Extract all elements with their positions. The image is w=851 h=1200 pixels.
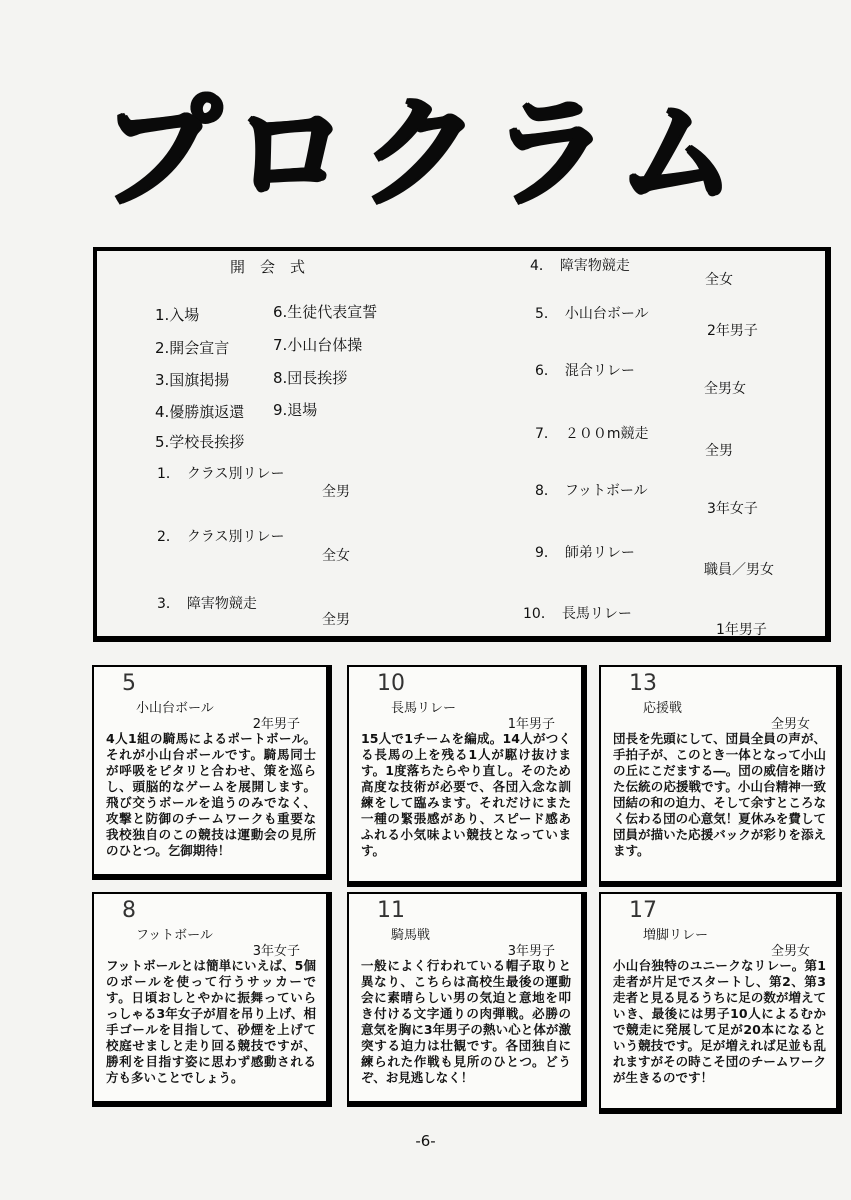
event-description: 一般によく行われている帽子取りと異なり、こちらは高校生最後の運動会に素晴らしい男の気迫と意地を叩き付ける文字通りの肉弾戦。必勝の意気を胸に3年男子の熱い心と体が激突する迫力は壮観です。各団独自に練られた作戦も見所のひとつ。どうぞ、お見逃しなく！ bbox=[361, 958, 571, 1085]
ceremony-item: 9.退場 bbox=[273, 401, 318, 419]
event-number: 11 bbox=[377, 898, 405, 923]
event-description: 団長を先頭にして、団員全員の声が、手拍子が、このとき一体となって小山の丘にこだまする―。団の威信を賭けた伝統の応援戦です。小山台精神一致団結の和の迫力、そして余すところなく伝わる団の心意気！夏休みを費して団員が描いた応援バックが彩りを添えます。 bbox=[613, 731, 826, 858]
ceremony-item: 5.学校長挨拶 bbox=[155, 433, 245, 451]
event-participants: 全女 bbox=[322, 548, 350, 564]
event-label: 10． 長馬リレー bbox=[523, 606, 632, 622]
event-label: 4． 障害物競走 bbox=[530, 258, 630, 274]
event-participants: 全男女 bbox=[770, 944, 810, 959]
event-name: 長馬リレー bbox=[391, 701, 457, 716]
event-label: 7． ２００m競走 bbox=[535, 426, 649, 442]
event-number: 13 bbox=[629, 671, 657, 696]
event-info-box bbox=[347, 892, 587, 1107]
event-participants: 3年女子 bbox=[707, 501, 758, 517]
event-name: 小山台ボール bbox=[136, 701, 214, 716]
ceremony-item: 3.国旗掲揚 bbox=[155, 371, 230, 389]
event-number: 8 bbox=[122, 898, 136, 923]
event-participants: 全男女 bbox=[704, 381, 746, 397]
event-number: 10 bbox=[377, 671, 405, 696]
event-label: 5． 小山台ボール bbox=[535, 306, 649, 322]
event-label: 8． フットボール bbox=[535, 483, 648, 499]
event-participants: 1年男子 bbox=[716, 622, 767, 638]
event-label: 3． 障害物競走 bbox=[157, 596, 257, 612]
event-name: 応援戦 bbox=[643, 701, 683, 716]
ceremony-item: 1.入場 bbox=[155, 306, 200, 324]
event-participants: 職員／男女 bbox=[704, 562, 774, 578]
event-label: 6． 混合リレー bbox=[535, 363, 635, 379]
event-participants: 全女 bbox=[705, 272, 733, 288]
event-participants: 全男 bbox=[322, 484, 350, 500]
event-description: 4人1組の騎馬によるポートボール。それが小山台ボールです。騎馬同士が呼吸をピタリと合わせ、策を巡らし、頭脳的なゲームを展開します。飛び交うボールを追うのみでなく、攻撃と防御のチームワークも重要な我校独自のこの競技は運動会の見所のひとつ。乞御期待！ bbox=[106, 731, 316, 858]
event-label: 9． 師弟リレー bbox=[535, 545, 635, 561]
event-name: 騎馬戦 bbox=[391, 928, 431, 943]
event-label: 1． クラス別リレー bbox=[157, 466, 285, 482]
event-participants: 3年男子 bbox=[507, 944, 555, 959]
event-description: 15人で1チームを編成。14人がつくる長馬の上を残る1人が駆け抜けます。1度落ちたらやり直し。そのため高度な技術が必要で、各団入念な訓練をして臨みます。それだけにまた一種の緊張感があり、スピード感あふれる小気味よい競技となっています。 bbox=[361, 731, 571, 858]
event-number: 5 bbox=[122, 671, 136, 696]
event-participants: 2年男子 bbox=[252, 717, 300, 732]
ceremony-item: 6.生徒代表宣誓 bbox=[273, 303, 378, 321]
ceremony-item: 2.開会宣言 bbox=[155, 339, 230, 357]
event-info-box bbox=[92, 665, 332, 880]
ceremony-item: 4.優勝旗返還 bbox=[155, 403, 245, 421]
ceremony-item: 8.団長挨拶 bbox=[273, 369, 348, 387]
event-label: 2． クラス別リレー bbox=[157, 529, 285, 545]
event-participants: 1年男子 bbox=[507, 717, 555, 732]
event-name: 増脚リレー bbox=[643, 928, 709, 943]
event-description: フットボールとは簡単にいえば、5個のボールを使って行うサッカーです。日頃おしとやかに振舞っていらっしゃる3年女子が眉を吊り上げ、相手ゴールを目指して、砂煙を上げて校庭せましと走り回る競技ですが、勝利を目指す姿に思わず感動される方も多いことでしょう。 bbox=[106, 958, 316, 1085]
event-participants: 全男 bbox=[322, 612, 350, 628]
page-title: プロクラム bbox=[96, 81, 755, 224]
event-participants: 全男女 bbox=[770, 717, 810, 732]
event-participants: 3年女子 bbox=[252, 944, 300, 959]
event-name: フットボール bbox=[136, 928, 213, 943]
event-participants: 2年男子 bbox=[707, 323, 758, 339]
event-info-box bbox=[92, 892, 332, 1107]
ceremony-item: 7.小山台体操 bbox=[273, 336, 363, 354]
event-participants: 全男 bbox=[705, 443, 733, 459]
ceremony-heading: 開 会 式 bbox=[230, 258, 306, 276]
event-description: 小山台独特のユニークなリレー。第1走者が片足でスタートし、第2、第3走者と見る見るうちに足の数が増えていき、最後には男子10人によるむかで競走に発展して足が20本になるという競技です。足が増えれば足並も乱れますがその時こそ団のチームワークが生きるのです！ bbox=[613, 958, 826, 1085]
event-info-box bbox=[347, 665, 587, 887]
event-number: 17 bbox=[629, 898, 657, 923]
event-info-box bbox=[599, 665, 842, 887]
page-number: -6- bbox=[415, 1132, 436, 1150]
event-info-box bbox=[599, 892, 842, 1114]
